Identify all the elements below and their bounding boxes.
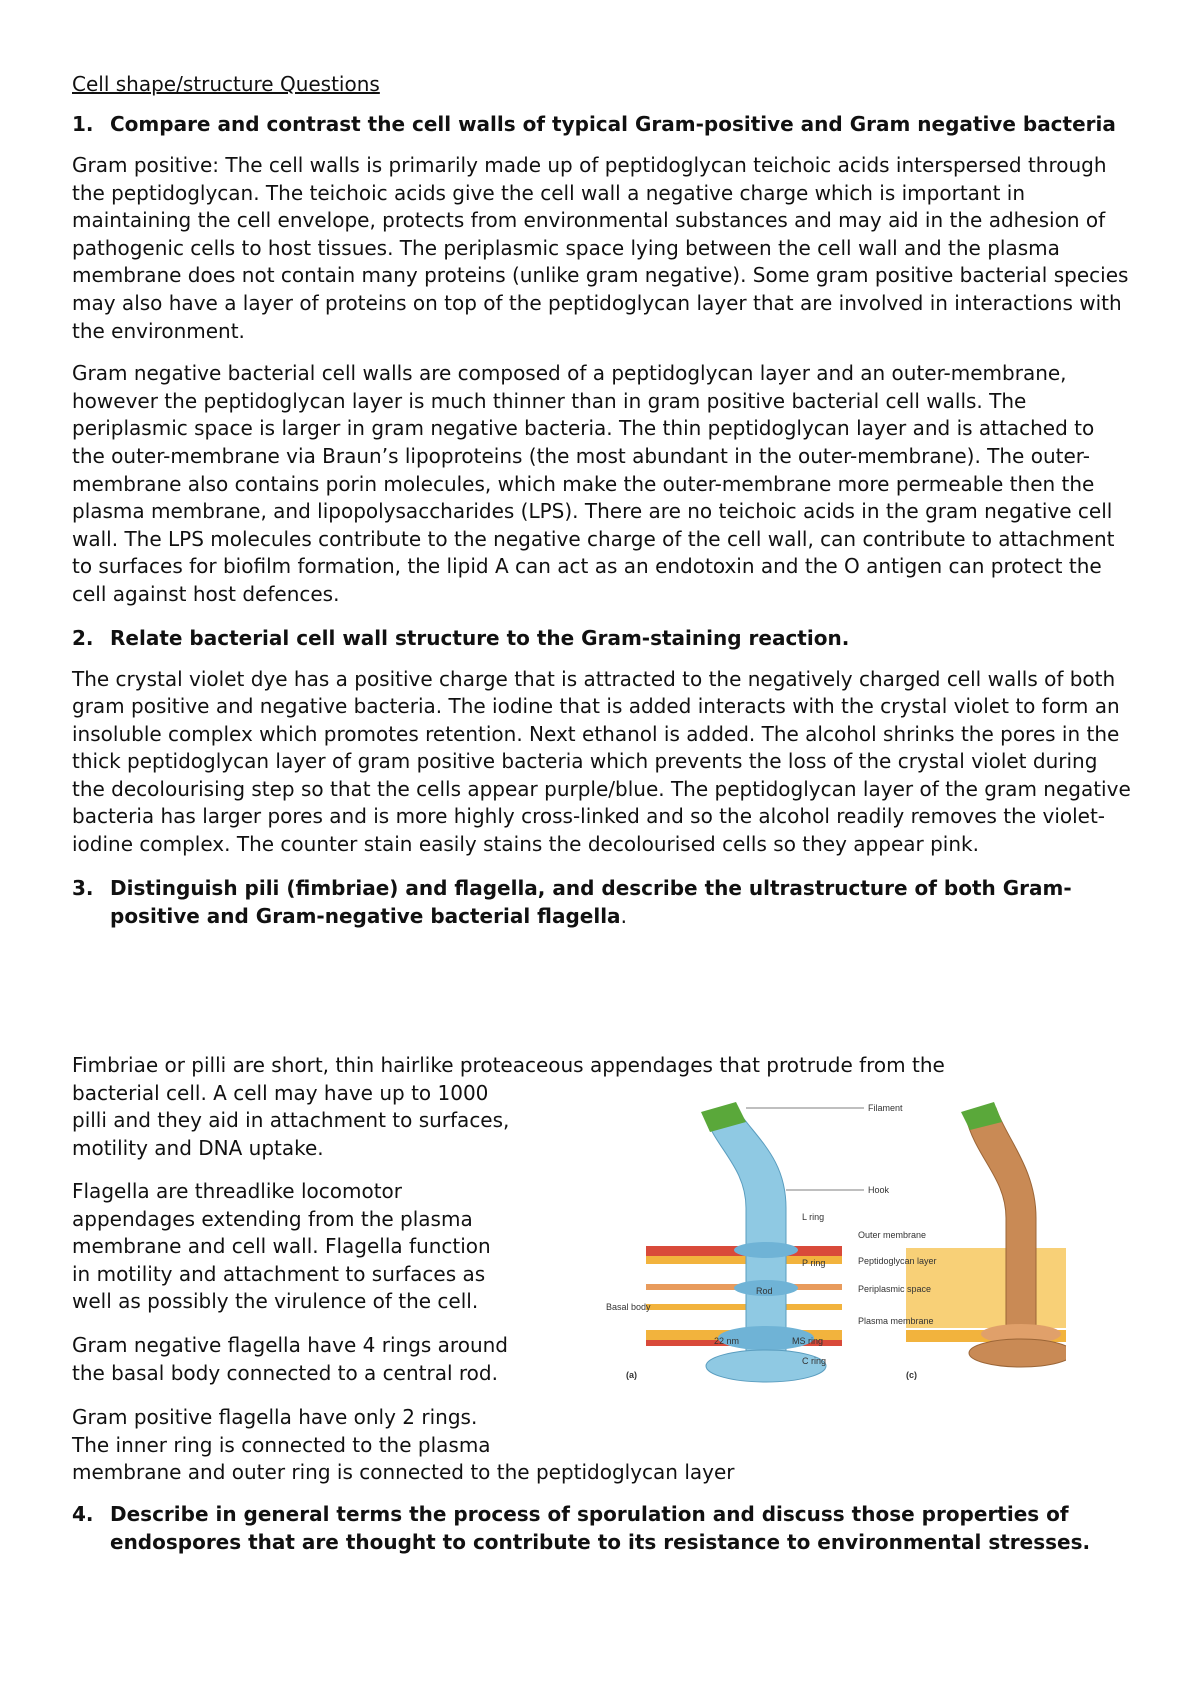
line: well as possibly the virulence of the cell.	[72, 1289, 479, 1314]
label-c-ring: C ring	[802, 1356, 827, 1366]
question-2	[72, 624, 1132, 652]
label-hook: Hook	[868, 1185, 890, 1195]
line: membrane and outer ring is connected to the peptidoglycan layer	[72, 1460, 735, 1485]
label-outer-membrane: Outer membrane	[858, 1230, 927, 1240]
line: Gram negative flagella have 4 rings around	[72, 1333, 508, 1357]
label-panel-a: (a)	[626, 1370, 637, 1380]
label-periplasmic: Periplasmic space	[858, 1284, 932, 1294]
question-3	[72, 874, 1132, 930]
line: the basal body connected to a central rod.	[72, 1360, 498, 1385]
l-ring	[734, 1242, 798, 1258]
flagella-diagram	[606, 1098, 1066, 1428]
label-rod: Rod	[756, 1286, 773, 1296]
line: in motility and attachment to surfaces as	[72, 1261, 486, 1286]
line: Flagella are threadlike locomotor	[72, 1179, 402, 1203]
question-text: Relate bacterial cell wall structure to the Gram-staining reaction.	[110, 625, 850, 650]
answer-3-paragraph-3	[72, 1332, 508, 1387]
periplasm-band	[646, 1304, 842, 1310]
question-number: 4.	[72, 1502, 94, 1526]
label-plasma-membrane: Plasma membrane	[858, 1316, 934, 1326]
line: motility and DNA uptake.	[72, 1135, 324, 1160]
label-panel-c: (c)	[906, 1370, 917, 1380]
document-page	[72, 72, 1132, 944]
line: Gram positive flagella have only 2 rings.	[72, 1405, 478, 1429]
question-text: Describe in general terms the process of sporulation and discuss those properties of endospores that are thought to contribute to its resistance to environmental stresses.	[110, 1502, 1091, 1554]
line: bacterial cell. A cell may have up to 1000	[72, 1080, 489, 1105]
base-ring	[969, 1339, 1066, 1367]
label-peptidoglycan: Peptidoglycan layer	[858, 1256, 937, 1266]
line: appendages extending from the plasma	[72, 1206, 473, 1231]
question-number: 3.	[72, 875, 94, 900]
line: membrane and cell wall. Flagella function	[72, 1234, 491, 1259]
line: The inner ring is connected to the plasma	[72, 1432, 491, 1457]
label-ms-ring: MS ring	[792, 1336, 824, 1346]
question-1	[72, 110, 1132, 138]
label-size: 22 nm	[714, 1336, 740, 1346]
label-basal-body: Basal body	[606, 1302, 651, 1312]
answer-1-paragraph-1: Gram positive: The cell walls is primarily made up of peptidoglycan teichoic acids interspersed through the peptidoglycan. The teichoic acids give the cell wall a negative charge which is important in maintaining the cell envelope, protects from environmental substances and may aid in the adhesion of pathogenic cells to host tissues. The periplasmic space lying between the cell wall and the plasma membrane does not contain many proteins (unlike gram negative). Some gram positive bacterial species may also have a layer of proteins on top of the peptidoglycan layer that are involved in interactions with the environment.	[72, 153, 1129, 343]
question-number: 2.	[72, 625, 94, 650]
answer-2-paragraph-1: The crystal violet dye has a positive charge that is attracted to the negatively charged cell walls of both gram positive and negative bacteria. The iodine that is added interacts with the crystal violet to form an insoluble complex which promotes retention. Next ethanol is added. The alcohol shrinks the pores in the thick peptidoglycan layer of gram positive bacteria which prevents the loss of the crystal violet during the decolourising step so that the cells appear purple/blue. The peptidoglycan layer of the gram negative bacteria has larger pores and is more highly cross-linked and so the alcohol readily removes the violet-iodine complex. The counter stain easily stains the decolourised cells so they appear pink.	[72, 666, 1131, 857]
question-number: 1.	[72, 112, 94, 136]
question-text	[110, 874, 1132, 930]
question-text: Compare and contrast the cell walls of typical Gram-positive and Gram negative bacteria	[110, 112, 1116, 136]
question-4	[72, 1500, 1132, 1556]
gram-positive-flagellum	[906, 1102, 1066, 1367]
answer-1-paragraph-2: Gram negative bacterial cell walls are composed of a peptidoglycan layer and an outer-membrane, however the peptidoglycan layer is much thinner than in gram positive bacterial cell walls. The periplasmic space is larger in gram negative bacteria. The thin peptidoglycan layer and is attached to the outer-membrane via Braun’s lipoproteins (the most abundant in the outer-membrane). The outer-membrane also contains porin molecules, which make the outer-membrane more permeable then the plasma membrane, and lipopolysaccharides (LPS). There are no teichoic acids in the gram negative cell wall. The LPS molecules contribute to the negative charge of the cell wall, can contribute to attachment to surfaces for biofilm formation, the lipid A can act as an endotoxin and the O antigen can protect the cell against host defences.	[72, 361, 1115, 606]
label-filament: Filament	[868, 1103, 903, 1113]
line: pilli and they aid in attachment to surfaces,	[72, 1108, 510, 1133]
label-l-ring: L ring	[802, 1212, 825, 1222]
question-3-period: .	[620, 903, 627, 928]
question-3-text: Distinguish pili (fimbriae) and flagella, and describe the ultrastructure of both Gram-positive and Gram-negative bacterial flagella	[110, 875, 1072, 928]
page-title: Cell shape/structure Questions	[72, 72, 380, 96]
c-ring	[706, 1350, 826, 1382]
answer-3-paragraph-2	[72, 1178, 491, 1316]
label-p-ring: P ring	[802, 1258, 826, 1268]
line: Fimbriae or pilli are short, thin hairlike proteaceous appendages that protrude from the	[72, 1053, 945, 1077]
